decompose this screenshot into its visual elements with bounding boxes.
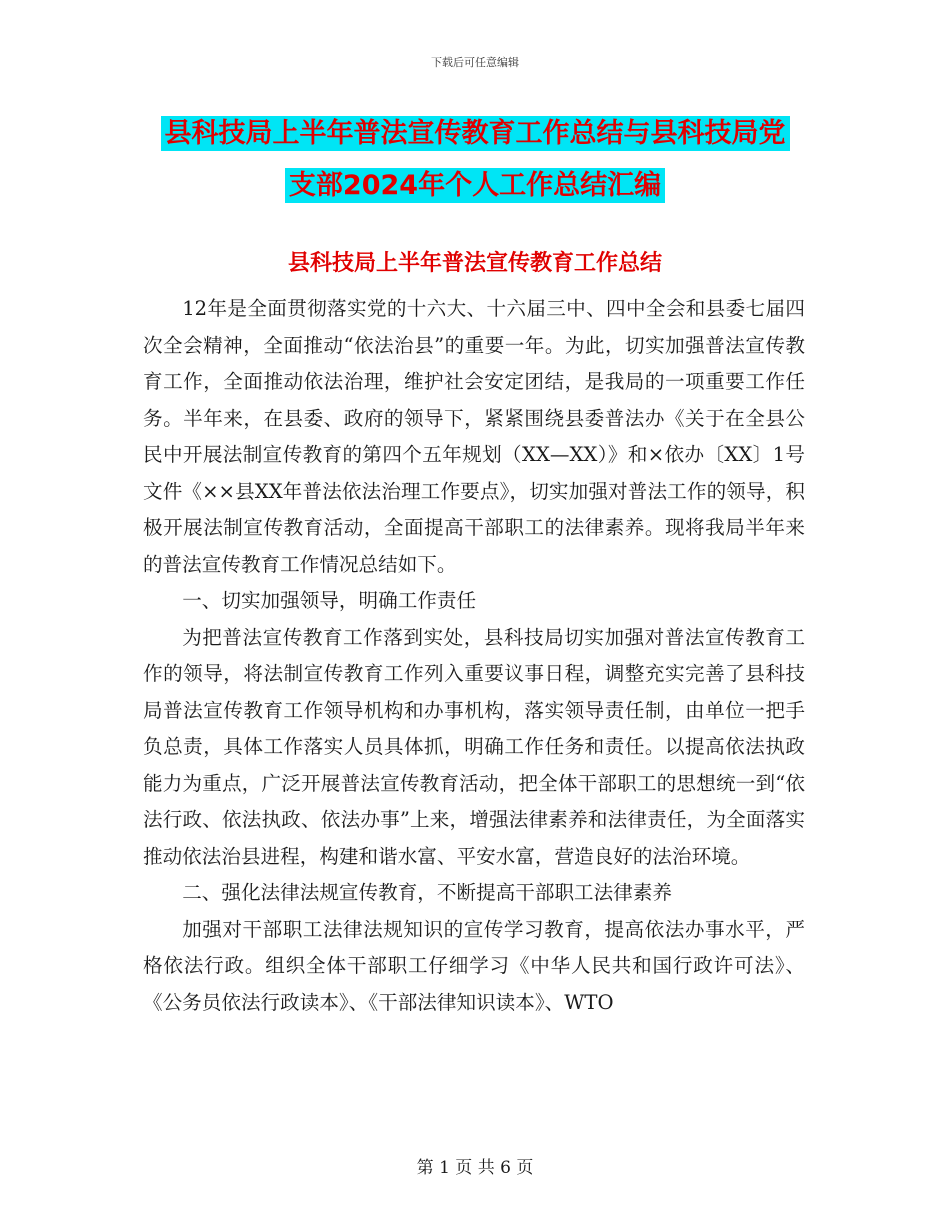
paragraph-2: 加强对干部职工法律法规知识的宣传学习教育，提高依法办事水平，严格依法行政。组织全体干部职工仔细学习《中华人民共和国行政许可法》、《公务员依法行政读本》、《干部法律知识读本》、WTO [143, 917, 805, 1014]
paragraph-intro: 12年是全面贯彻落实党的十六大、十六届三中、四中全会和县委七届四次全会精神，全面推动“依法治县”的重要一年。为此，切实加强普法宣传教育工作，全面推动依法治理，维护社会安定团结，是我局的一项重要工作任务。半年来，在县委、政府的领导下，紧紧围绕县委普法办《关于在全县公民中开展法制宣传教育的第四个五年规划（XX—XX）》和×依办〔XX〕1号文件《××县XX年普法依法治理工作要点》，切实加强对普法工作的领导，积极开展法制宣传教育活动，全面提高干部职工的法律素养。现将我局半年来的普法宣传教育工作情况总结如下。 [143, 297, 805, 576]
section-title: 县科技局上半年普法宣传教育工作总结 [287, 251, 662, 276]
heading-1: 一、切实加强领导，明确工作责任 [182, 589, 477, 612]
document-body [143, 291, 805, 1021]
title-line-2: 支部2024年个人工作总结汇编 [285, 168, 665, 203]
page-footer: 第 1 页 共 6 页 [416, 1158, 534, 1178]
document-title [0, 108, 950, 212]
heading-2: 二、强化法律法规宣传教育，不断提高干部职工法律素养 [182, 881, 673, 904]
header-note: 下载后可任意编辑 [431, 56, 519, 69]
title-line-1: 县科技局上半年普法宣传教育工作总结与县科技局党 [161, 116, 790, 151]
paragraph-1: 为把普法宣传教育工作落到实处，县科技局切实加强对普法宣传教育工作的领导，将法制宣传教育工作列入重要议事日程，调整充实完善了县科技局普法宣传教育工作领导机构和办事机构，落实领导责任制，由单位一把手负总责，具体工作落实人员具体抓，明确工作任务和责任。以提高依法执政能力为重点，广泛开展普法宣传教育活动，把全体干部职工的思想统一到“依法行政、依法执政、依法办事”上来，增强法律素养和法律责任，为全面落实推动依法治县进程，构建和谐水富、平安水富，营造良好的法治环境。 [143, 625, 805, 868]
